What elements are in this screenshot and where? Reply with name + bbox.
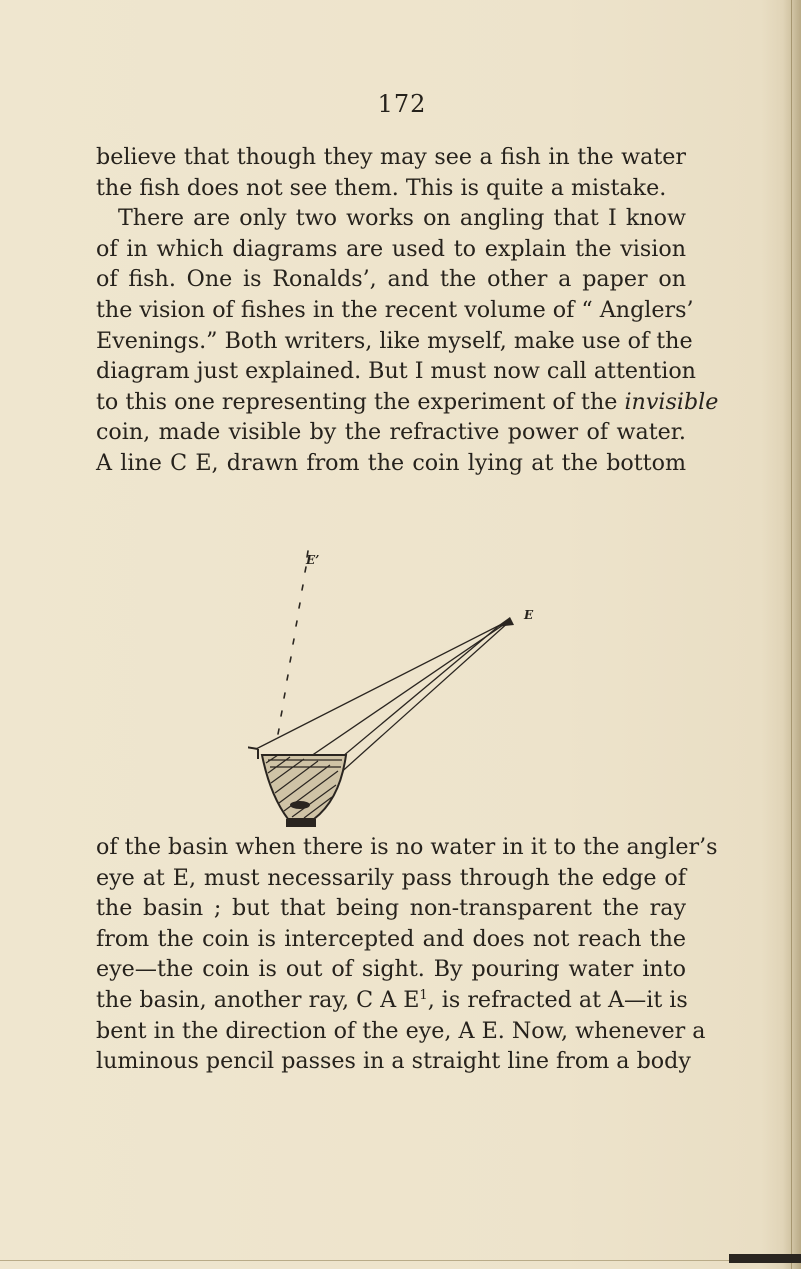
text-line-12: of the basin when there is no water in it to the angler’s	[96, 834, 718, 860]
text-line-19: luminous pencil passes in a straight line from a body	[96, 1048, 691, 1075]
page-bottom-rule	[0, 1260, 801, 1261]
label-e-prime: E’	[306, 553, 320, 567]
page-number: 172	[377, 90, 427, 118]
text-line-5: of fish. One is Ronalds’, and the other a paper on	[96, 266, 686, 293]
page-edge-shadow	[783, 0, 801, 1269]
diagram-svg	[248, 537, 588, 833]
text-line-3: There are only two works on angling that I know	[118, 205, 686, 232]
scan-bottom-mark	[729, 1254, 801, 1263]
text-line-9	[96, 387, 719, 418]
label-e: E	[524, 608, 534, 622]
text-line-17	[96, 985, 686, 1016]
dotted-ray-to-e-prime	[278, 551, 308, 734]
italic-invisible: invisible	[624, 388, 719, 415]
text-line-15: from the coin is intercepted and does not reach the	[96, 925, 686, 952]
text-line-1: believe that though they may see a fish in the water	[96, 144, 686, 170]
basin	[248, 747, 346, 827]
text-line-7: Evenings.” Both writers, like myself, make use of the	[96, 327, 693, 354]
text-line-14: the basin ; but that being non-transparent the ray	[96, 895, 686, 922]
text-line-8: diagram just explained. But I must now call attention	[96, 358, 696, 385]
paragraph-top	[96, 142, 719, 479]
text-line-2: the fish does not see them. This is quite a mistake.	[96, 174, 667, 201]
paragraph-bottom	[96, 832, 718, 1077]
text-line-13: eye at E, must necessarily pass through the edge of	[96, 864, 686, 891]
text-line-18: bent in the direction of the eye, A E. Now, whenever a	[96, 1017, 706, 1044]
text-line-17-b: , is refracted at A—it is	[427, 986, 688, 1013]
text-line-4: of in which diagrams are used to explain the vision	[96, 235, 686, 262]
text-line-17-a: the basin, another ray, C A E	[96, 986, 420, 1013]
text-line-9-roman: to this one representing the experiment of the	[96, 388, 625, 415]
page-edge-line	[791, 0, 792, 1269]
text-line-11: A line C E, drawn from the coin lying at the bottom	[96, 449, 686, 476]
eye-marker	[496, 617, 514, 627]
text-line-6: the vision of fishes in the recent volume of “ Anglers’	[96, 296, 694, 323]
superscript-one: 1	[419, 987, 428, 1003]
text-line-16: eye—the coin is out of sight. By pouring water into	[96, 956, 686, 983]
refraction-diagram	[248, 537, 588, 833]
text-line-10: coin, made visible by the refractive power of water.	[96, 419, 686, 446]
